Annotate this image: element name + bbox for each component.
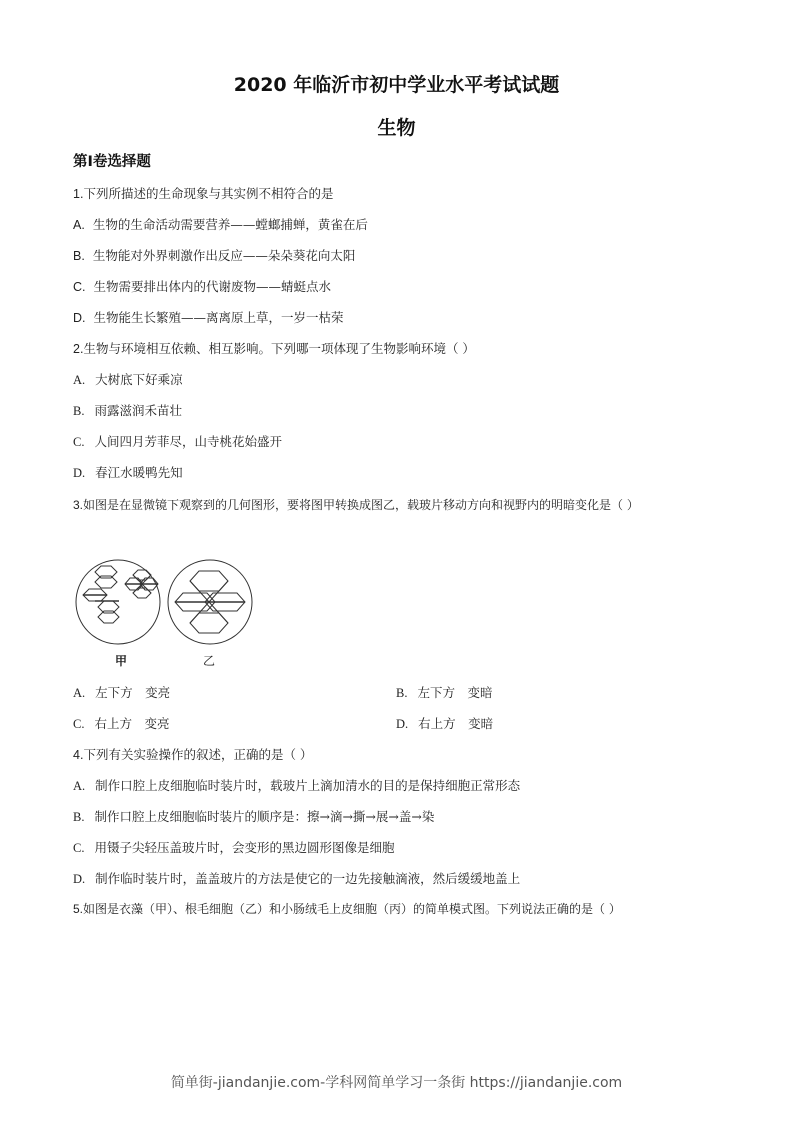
option-label: C. bbox=[73, 717, 85, 731]
question-4-option-a bbox=[73, 776, 520, 794]
option-text: 生物能对外界刺激作出反应——朵朵葵花向太阳 bbox=[92, 248, 356, 263]
microscope-field-figure bbox=[73, 557, 258, 672]
option-text: 左下方 变暗 bbox=[417, 685, 493, 700]
question-number: 5. bbox=[73, 902, 84, 916]
question-2-option-b bbox=[73, 401, 182, 419]
option-text: 右上方 变暗 bbox=[418, 716, 494, 731]
figure-label-jia: 甲 bbox=[115, 654, 128, 668]
question-2-stem bbox=[73, 339, 475, 357]
section-heading: 第Ⅰ卷选择题 bbox=[73, 154, 151, 170]
question-1-option-d bbox=[73, 308, 344, 326]
option-label: A. bbox=[73, 779, 86, 793]
question-4-option-c bbox=[73, 838, 394, 856]
option-label: C. bbox=[73, 280, 86, 294]
option-text: 生物需要排出体内的代谢废物——蜻蜓点水 bbox=[93, 279, 332, 294]
question-text: 生物与环境相互依赖、相互影响。下列哪一项体现了生物影响环境（ ） bbox=[83, 341, 475, 356]
question-1-stem bbox=[73, 184, 333, 202]
option-text: 制作口腔上皮细胞临时装片的顺序是：擦→滴→撕→展→盖→染 bbox=[94, 809, 435, 824]
question-number: 2. bbox=[73, 342, 84, 356]
option-label: B. bbox=[396, 686, 408, 700]
footer-watermark: 简单街-jiandanjie.com-学科网简单学习一条街 https://jiandanjie.com bbox=[170, 1075, 623, 1091]
document-title: 2020 年临沂市初中学业水平考试试题 bbox=[233, 74, 560, 96]
option-text: 大树底下好乘凉 bbox=[95, 372, 183, 387]
option-label: D. bbox=[73, 311, 86, 325]
question-3-option-b bbox=[396, 683, 492, 701]
option-text: 左下方 变亮 bbox=[95, 685, 171, 700]
subject-title: 生物 bbox=[377, 117, 416, 139]
option-label: A. bbox=[73, 218, 85, 232]
question-text: 如图是在显微镜下观察到的几何图形，要将图甲转换成图乙，载玻片移动方向和视野内的明暗变化是（ ） bbox=[83, 498, 639, 512]
question-number: 4. bbox=[73, 748, 84, 762]
option-label: A. bbox=[73, 686, 86, 700]
question-2-option-a bbox=[73, 370, 183, 388]
microscope-fields-diagram bbox=[73, 557, 258, 652]
question-3-option-a bbox=[73, 683, 170, 701]
option-label: D. bbox=[73, 872, 86, 886]
option-text: 雨露滋润禾苗壮 bbox=[94, 403, 182, 418]
option-label: B. bbox=[73, 249, 85, 263]
question-4-option-b bbox=[73, 807, 434, 825]
option-label: C. bbox=[73, 435, 85, 449]
question-text: 下列有关实验操作的叙述，正确的是（ ） bbox=[83, 747, 313, 762]
question-4-option-d bbox=[73, 869, 520, 887]
option-text: 生物能生长繁殖——离离原上草，一岁一枯荣 bbox=[93, 310, 344, 325]
question-2-option-d bbox=[73, 463, 183, 481]
option-label: B. bbox=[73, 404, 85, 418]
question-number: 1. bbox=[73, 187, 84, 201]
option-label: D. bbox=[396, 717, 409, 731]
question-text: 如图是衣藻（甲）、根毛细胞（乙）和小肠绒毛上皮细胞（丙）的简单模式图。下列说法正确的是（ ） bbox=[83, 902, 621, 916]
figure-label-yi: 乙 bbox=[203, 654, 216, 668]
question-2-option-c bbox=[73, 432, 282, 450]
option-text: 春江水暖鸭先知 bbox=[95, 465, 183, 480]
option-text: 生物的生命活动需要营养——螳螂捕蝉，黄雀在后 bbox=[92, 217, 368, 232]
question-3-stem bbox=[73, 496, 639, 513]
question-1-option-c bbox=[73, 277, 331, 295]
option-label: C. bbox=[73, 841, 85, 855]
question-3-option-d bbox=[396, 714, 493, 732]
option-text: 制作临时装片时，盖盖玻片的方法是使它的一边先接触滴液，然后缓缓地盖上 bbox=[95, 871, 521, 886]
option-text: 右上方 变亮 bbox=[94, 716, 170, 731]
question-5-stem bbox=[73, 900, 621, 917]
option-text: 制作口腔上皮细胞临时装片时，载玻片上滴加清水的目的是保持细胞正常形态 bbox=[95, 778, 521, 793]
question-4-stem bbox=[73, 745, 312, 763]
question-number: 3. bbox=[73, 498, 84, 512]
question-1-option-a bbox=[73, 215, 368, 233]
question-3-option-c bbox=[73, 714, 169, 732]
option-label: D. bbox=[73, 466, 86, 480]
option-label: B. bbox=[73, 810, 85, 824]
question-text: 下列所描述的生命现象与其实例不相符合的是 bbox=[83, 186, 334, 201]
option-text: 用镊子尖轻压盖玻片时，会变形的黑边圆形图像是细胞 bbox=[94, 840, 395, 855]
option-text: 人间四月芳菲尽，山寺桃花始盛开 bbox=[94, 434, 282, 449]
option-label: A. bbox=[73, 373, 86, 387]
question-1-option-b bbox=[73, 246, 355, 264]
